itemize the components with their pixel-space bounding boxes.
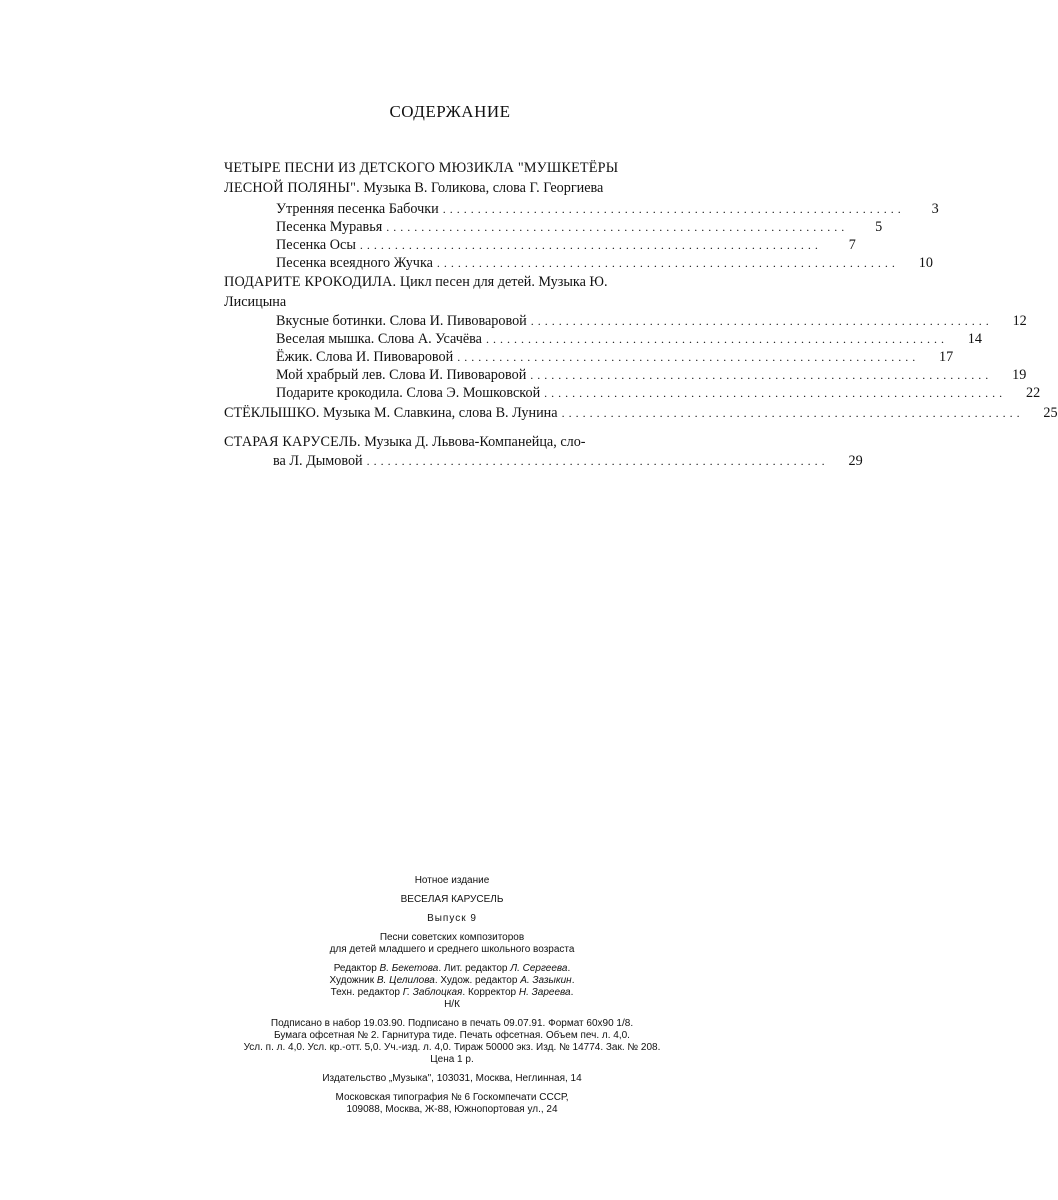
toc-item-label: Веселая мышка. Слова А. Усачёва xyxy=(276,331,482,347)
dot-leader: .................................................................. xyxy=(544,386,1007,400)
toc-item xyxy=(224,312,1027,330)
imprint-printer-2: 109088, Москва, Ж-88, Южнопортовая ул., 24 xyxy=(346,1104,558,1115)
section-heading-rest: Музыка Д. Львова-Компанейца, сло- xyxy=(360,434,586,450)
imprint-title: ВЕСЕЛАЯ КАРУСЕЛЬ xyxy=(400,894,504,905)
toc-entry-page: 25 xyxy=(1043,405,1058,421)
imprint xyxy=(226,875,678,1116)
toc-entry-page: 29 xyxy=(848,453,863,469)
credit-name: Н. Зареева xyxy=(518,987,571,998)
section-heading-caps: СТАРАЯ КАРУСЕЛЬ. xyxy=(224,434,361,450)
imprint-editors-2: Художник В. Целилова. Худож. редактор А. Зазыкин. xyxy=(329,975,575,986)
credit-name: Г. Заблоцкая xyxy=(402,987,463,998)
toc-item-page: 10 xyxy=(918,255,933,271)
toc-section-3 xyxy=(224,404,1058,422)
toc-item-page: 19 xyxy=(1012,367,1027,383)
imprint-printer-1: Московская типография № 6 Госкомпечати СССР, xyxy=(335,1092,569,1103)
dot-leader: .................................................................. xyxy=(530,368,993,382)
toc-item-page: 12 xyxy=(1012,313,1027,329)
toc-item xyxy=(224,366,1027,384)
imprint-print-details-2: Бумага офсетная № 2. Гарнитура тиде. Печать офсетная. Объем печ. л. 4,0. xyxy=(274,1030,630,1041)
toc-item-page: 14 xyxy=(967,331,982,347)
toc-item xyxy=(224,236,856,254)
credit-role: . Худож. редактор xyxy=(434,975,521,986)
dot-leader: .................................................................. xyxy=(442,202,905,216)
toc-item-page: 5 xyxy=(875,219,883,235)
dot-leader: .................................................................. xyxy=(366,454,829,468)
credit-name: В. Бекетова xyxy=(379,963,439,974)
imprint-price: Цена 1 р. xyxy=(430,1054,474,1065)
dot-leader: .................................................................. xyxy=(530,314,993,328)
toc-item-page: 7 xyxy=(848,237,856,253)
toc-item-page: 22 xyxy=(1025,385,1041,401)
credit-role: Техн. редактор xyxy=(330,987,403,998)
section-heading-caps: ЧЕТЫРЕ ПЕСНИ ИЗ ДЕТСКОГО МЮЗИКЛА "МУШКЕТЁРЫ ЛЕСНОЙ ПОЛЯНЫ". xyxy=(224,160,619,196)
toc-section-1 xyxy=(224,158,939,272)
credit-name: В. Целилова xyxy=(376,975,435,986)
toc-item xyxy=(224,348,954,366)
toc-item-label: Песенка всеядного Жучка xyxy=(276,255,433,271)
section-heading xyxy=(224,158,664,198)
dot-leader: .................................................................. xyxy=(386,220,849,234)
toc-item-page: 17 xyxy=(939,349,954,365)
page-title: СОДЕРЖАНИЕ xyxy=(389,102,511,121)
toc-item xyxy=(224,384,1041,402)
entry-caps: СТЁКЛЫШКО. xyxy=(224,405,320,421)
imprint-issue: Выпуск 9 xyxy=(427,913,477,924)
toc-item xyxy=(224,330,982,348)
credit-role: Художник xyxy=(329,975,377,986)
toc-entry-continuation xyxy=(224,452,863,470)
toc-item-page: 3 xyxy=(931,201,939,217)
imprint-print-details-3: Усл. п. л. 4,0. Усл. кр.-отт. 5,0. Уч.-изд. л. 4,0. Тираж 50000 экз. Изд. № 14774. Зак. № 208. xyxy=(243,1042,661,1053)
section-heading xyxy=(224,432,664,452)
toc-item-label: Утренняя песенка Бабочки xyxy=(276,201,439,217)
toc-entry-label: ва Л. Дымовой xyxy=(273,453,363,469)
dot-leader: .................................................................. xyxy=(436,256,899,270)
toc-item xyxy=(224,200,939,218)
toc-section-2 xyxy=(224,272,1041,402)
credit-role: Редактор xyxy=(333,963,380,974)
toc-item-label: Песенка Осы xyxy=(276,237,356,253)
imprint-print-details-1: Подписано в набор 19.03.90. Подписано в печать 09.07.91. Формат 60x90 1/8. xyxy=(270,1018,634,1029)
imprint-subtitle-1: Песни советских композиторов xyxy=(379,932,525,943)
credit-role: . Корректор xyxy=(462,987,519,998)
imprint-subtitle-2: для детей младшего и среднего школьного возраста xyxy=(329,944,575,955)
section-heading-rest: Цикл песен для детей. Музыка Ю. Лисицына xyxy=(224,274,608,310)
toc-item-label: Вкусные ботинки. Слова И. Пивоваровой xyxy=(276,313,527,329)
toc-item-label: Ёжик. Слова И. Пивоваровой xyxy=(276,349,454,365)
section-heading-rest: Музыка В. Голикова, слова Г. Георгиева xyxy=(359,180,604,196)
toc-item xyxy=(224,254,933,272)
toc-item-label: Подарите крокодила. Слова Э. Мошковской xyxy=(276,385,541,401)
toc-entry xyxy=(224,404,1058,422)
entry-rest: Музыка М. Славкина, слова В. Лунина xyxy=(319,405,558,421)
dot-leader: .................................................................. xyxy=(485,332,948,346)
section-heading xyxy=(224,272,664,312)
imprint-type: Нотное издание xyxy=(414,875,490,886)
toc-entry-label xyxy=(224,404,562,422)
dot-leader: .................................................................. xyxy=(457,350,920,364)
imprint-nk: Н/К xyxy=(444,999,460,1010)
toc-item-label: Песенка Муравья xyxy=(276,219,383,235)
imprint-editors-3: Техн. редактор Г. Заблоцкая. Корректор Н. Зареева. xyxy=(330,987,574,998)
section-heading-caps: ПОДАРИТЕ КРОКОДИЛА. xyxy=(224,274,397,290)
dot-leader: .................................................................. xyxy=(359,238,822,252)
credit-name: Л. Сергеева xyxy=(510,963,568,974)
dot-leader: .................................................................. xyxy=(561,406,1024,420)
credit-role: . Лит. редактор xyxy=(438,963,511,974)
toc-section-4 xyxy=(224,432,863,470)
toc-item-label: Мой храбрый лев. Слова И. Пивоваровой xyxy=(276,367,527,383)
credit-name: А. Зазыкин xyxy=(520,975,572,986)
imprint-editors-1: Редактор В. Бекетова. Лит. редактор Л. Сергеева. xyxy=(333,963,571,974)
toc-item xyxy=(224,218,883,236)
imprint-publisher: Издательство „Музыка", 103031, Москва, Неглинная, 14 xyxy=(322,1073,582,1084)
